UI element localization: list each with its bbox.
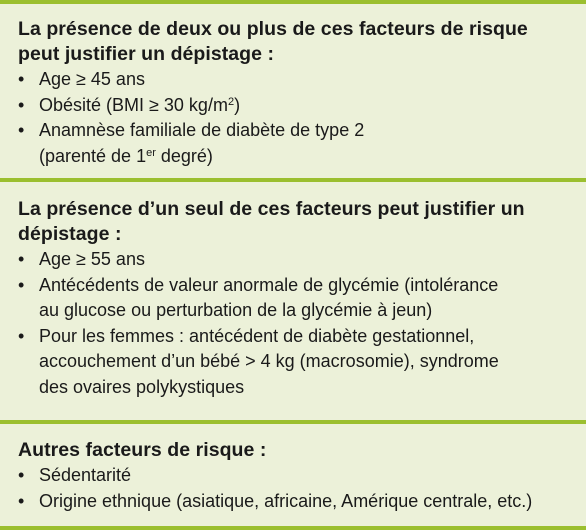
risk-factor-list — [18, 67, 576, 169]
list-item — [18, 67, 576, 93]
item-text: Pour les femmes : antécédent de diabète gestationnel, — [39, 325, 475, 346]
bullet: • — [18, 249, 25, 269]
section-single-factor — [0, 182, 586, 420]
section-other-factors — [0, 424, 586, 526]
bullet: • — [18, 120, 25, 140]
list-item — [18, 463, 576, 489]
section-two-or-more-factors — [0, 4, 586, 178]
superscript: 2 — [227, 95, 235, 108]
superscript: er — [146, 146, 156, 159]
bullet: • — [18, 94, 25, 115]
item-text: Obésité (BMI ≥ 30 kg/m — [39, 94, 228, 115]
risk-factor-list — [18, 247, 576, 400]
list-item — [18, 324, 576, 401]
item-text: Age ≥ 55 ans — [39, 249, 145, 269]
bullet: • — [18, 69, 25, 89]
item-text: ) — [234, 94, 241, 115]
item-text: Sédentarité — [39, 465, 132, 485]
item-text: accouchement d’un bébé > 4 kg (macrosomie), syndrome — [39, 351, 499, 371]
heading-line: peut justifier un dépistage : — [18, 43, 275, 65]
item-text: degré) — [155, 145, 213, 166]
heading-line: La présence d’un seul de ces facteurs peut justifier un — [18, 198, 525, 220]
bullet: • — [18, 490, 25, 511]
section-heading — [18, 17, 576, 67]
item-text: Age ≥ 45 ans — [39, 69, 145, 89]
list-item — [18, 93, 576, 119]
bullet: • — [18, 325, 25, 346]
item-text: (parenté de 1 — [39, 145, 147, 166]
list-item — [18, 273, 576, 324]
item-text: Origine ethnique (asiatique, africaine, Amérique centrale, etc.) — [39, 490, 533, 511]
heading-line: La présence de deux ou plus de ces facteurs de risque — [18, 18, 528, 40]
item-text: des ovaires polykystiques — [39, 376, 245, 397]
section-heading — [18, 438, 576, 463]
list-item — [18, 247, 576, 273]
list-item — [18, 118, 576, 169]
item-text: au glucose ou perturbation de la glycémie à jeun) — [39, 300, 433, 320]
risk-factor-list — [18, 463, 576, 514]
heading-line: dépistage : — [18, 223, 122, 245]
bottom-divider — [0, 526, 586, 530]
item-text: Antécédents de valeur anormale de glycémie (intolérance — [39, 274, 499, 295]
bullet: • — [18, 274, 25, 295]
heading-line: Autres facteurs de risque : — [18, 439, 267, 461]
list-item — [18, 489, 576, 515]
section-heading — [18, 197, 576, 247]
bullet: • — [18, 465, 25, 485]
item-text: Anamnèse familiale de diabète de type 2 — [39, 120, 365, 140]
